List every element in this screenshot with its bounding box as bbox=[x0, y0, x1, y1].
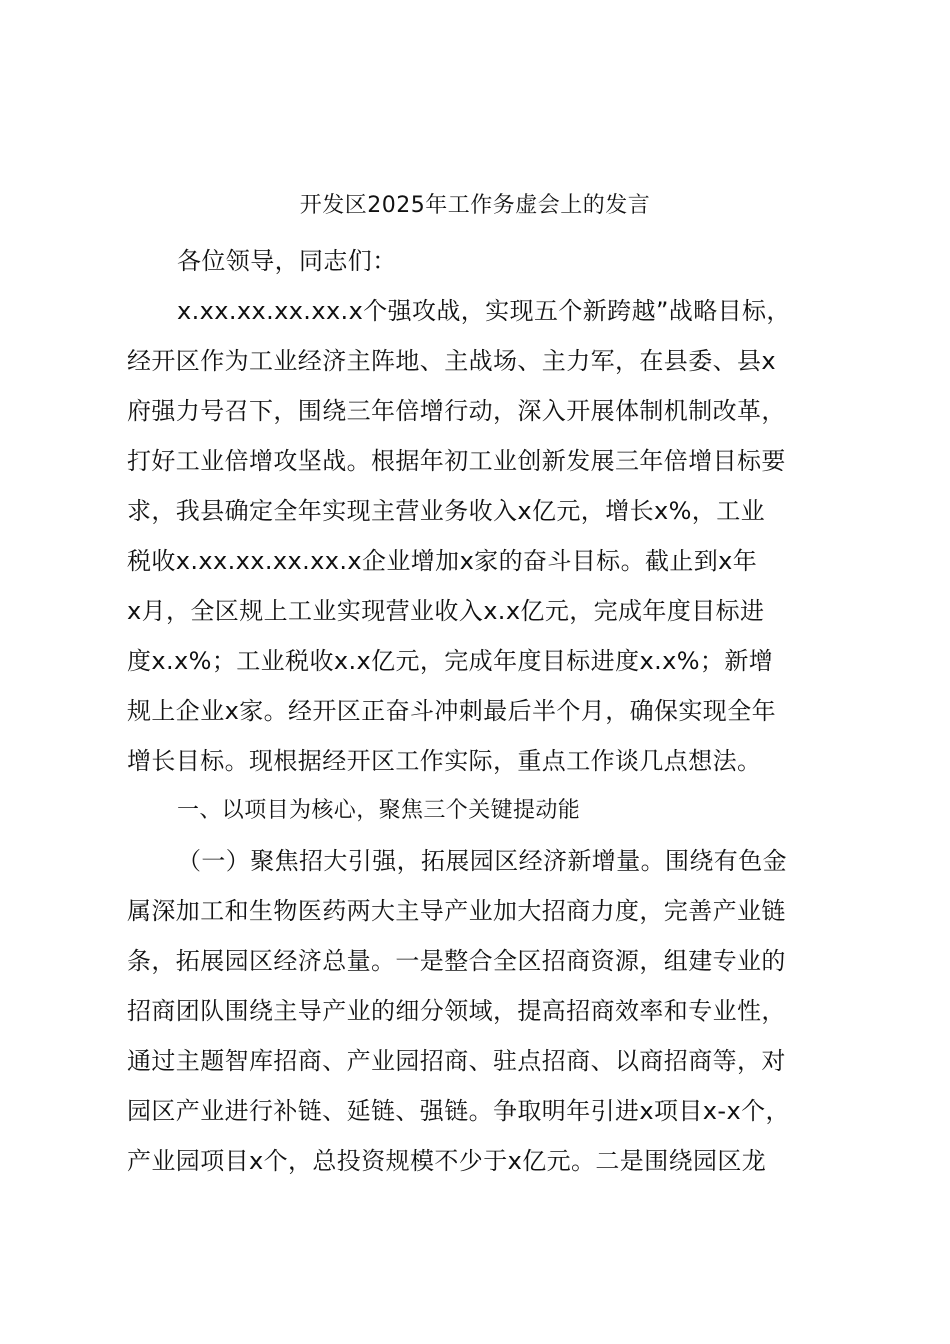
document-title: 开发区2025年工作务虚会上的发言 bbox=[299, 193, 651, 218]
paragraph-line: x月，全区规上工业实现营业收入x.x亿元，完成年度目标进 bbox=[127, 597, 765, 625]
salutation: 各位领导，同志们： bbox=[177, 247, 397, 275]
paragraph-line: 打好工业倍增攻坚战。根据年初工业创新发展三年倍增目标要 bbox=[127, 447, 786, 475]
paragraph-line: 招商团队围绕主导产业的细分领域，提高招商效率和专业性， bbox=[127, 997, 786, 1025]
paragraph-line: 经开区作为工业经济主阵地、主战场、主力军，在县委、县x bbox=[127, 347, 777, 375]
paragraph-line: 属深加工和生物医药两大主导产业加大招商力度，完善产业链 bbox=[127, 897, 786, 925]
document-body bbox=[127, 236, 827, 1186]
paragraph-line: 条，拓展园区经济总量。一是整合全区招商资源，组建专业的 bbox=[127, 947, 786, 975]
paragraph-line: 规上企业x家。经开区正奋斗冲刺最后半个月，确保实现全年 bbox=[127, 697, 777, 725]
paragraph-line: 增长目标。现根据经开区工作实际，重点工作谈几点想法。 bbox=[127, 747, 762, 775]
paragraph-line: （一）聚焦招大引强，拓展园区经济新增量。围绕有色金 bbox=[177, 847, 787, 875]
paragraph-line: 府强力号召下，围绕三年倍增行动，深入开展体制机制改革， bbox=[127, 397, 786, 425]
section-heading: 一、以项目为核心，聚焦三个关键提动能 bbox=[177, 798, 581, 823]
paragraph-line: 求，我县确定全年实现主营业务收入x亿元，增长x%，工业 bbox=[127, 497, 766, 525]
paragraph-line: 园区产业进行补链、延链、强链。争取明年引进x项目x-x个， bbox=[127, 1097, 790, 1125]
paragraph-line: x.xx.xx.xx.xx.x个强攻战，实现五个新跨越”战略目标， bbox=[177, 297, 791, 325]
paragraph-line: 通过主题智库招商、产业园招商、驻点招商、以商招商等，对 bbox=[127, 1047, 786, 1075]
paragraph-line: 产业园项目x个，总投资规模不少于x亿元。二是围绕园区龙 bbox=[127, 1147, 767, 1175]
paragraph-line: 度x.x%；工业税收x.x亿元，完成年度目标进度x.x%；新增 bbox=[127, 647, 774, 675]
paragraph-line: 税收x.xx.xx.xx.xx.x企业增加x家的奋斗目标。截止到x年 bbox=[127, 547, 758, 575]
